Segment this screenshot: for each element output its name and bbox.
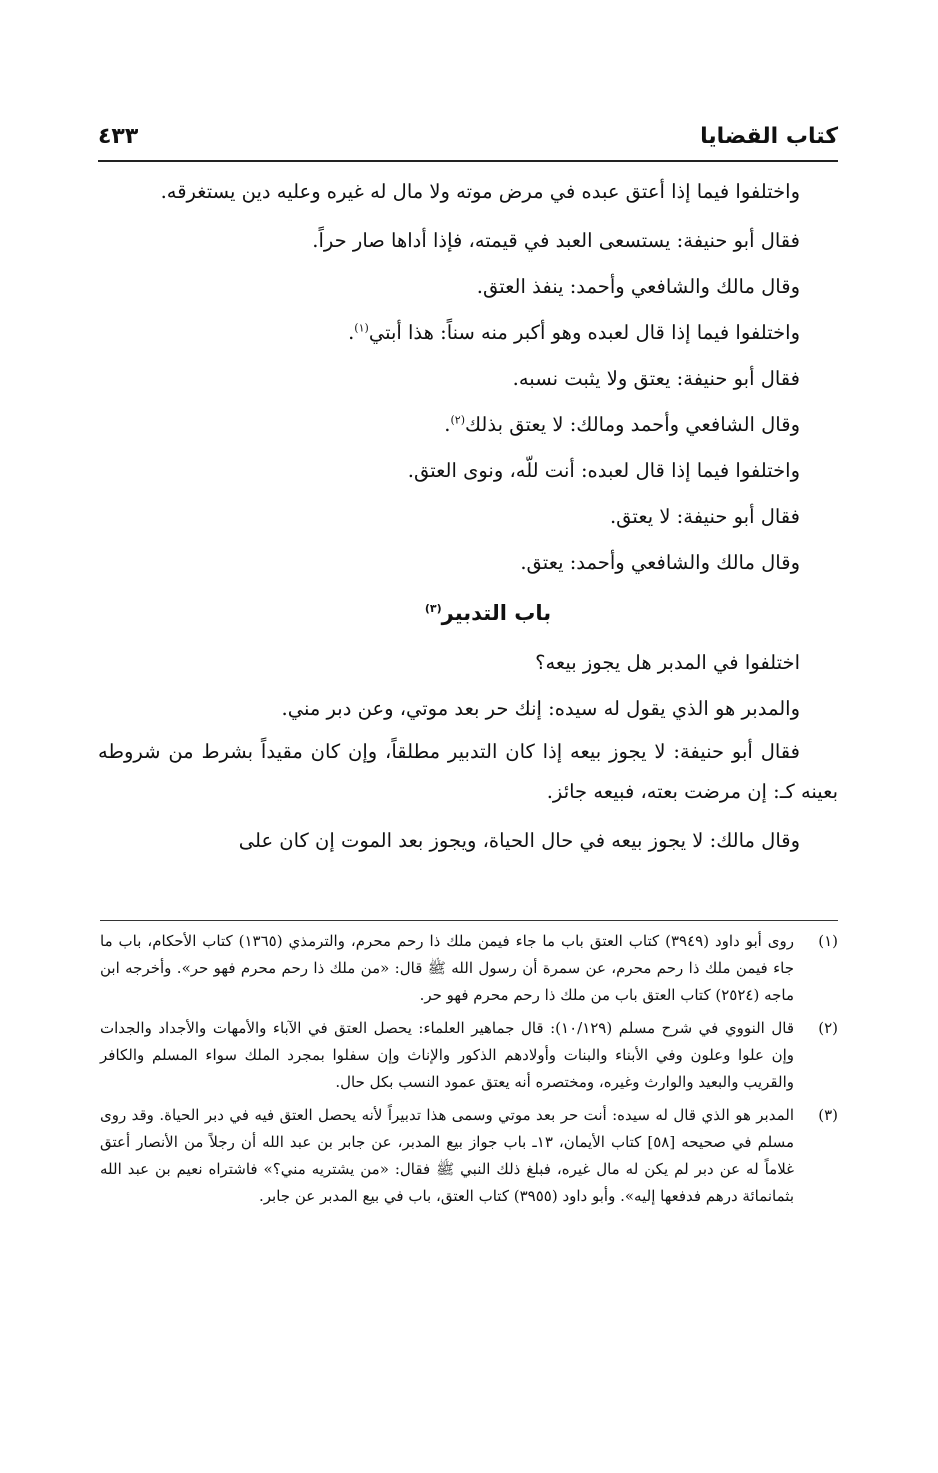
- paragraph-text: واختلفوا فيما إذا قال لعبده وهو أكبر منه سناً: هذا أبتي: [368, 321, 800, 344]
- footnote-text: روى أبو داود (٣٩٤٩) كتاب العتق باب ما جاء فيمن ملك ذا رحم محرم، والترمذي (١٣٦٥) كتاب الأحكام، باب ما جاء فيمن ملك ذا رحم محرم، عن سمرة أن رسول الله ﷺ قال: «من ملك ذا رحم محرم فهو حر». وأخرجه ابن ماجه (٢٥٢٤) كتاب العتق باب من ملك ذا رحم محرم فهو حر.: [100, 932, 794, 1004]
- footnote-text: المدبر هو الذي قال له سيده: أنت حر بعد موتي وسمى هذا تدبيراً لأنه يحصل العتق فيه في دبر الحياة. وقد روى مسلم في صحيحه [٥٨] كتاب الأيمان، ١٣ـ باب جواز بيع المدبر، عن جابر بن عبد الله أن رجلاً من الأنصار أعتق غلاماً له عن دبر لم يكن له مال غيره، فبلغ ذلك النبي ﷺ فقال: «من يشتريه مني؟» فاشتراه نعيم بن عبد الله بثمانمائة درهم فدفعها إليه». وأبو داود (٣٩٥٥) كتاب العتق، باب في بيع المدبر عن جابر.: [100, 1106, 794, 1205]
- paragraph: فقال أبو حنيفة: يعتق ولا يثبت نسبه.: [512, 367, 800, 390]
- paragraph: فقال أبو حنيفة: لا يعتق.: [609, 505, 800, 528]
- paragraph: اختلفوا في المدبر هل يجوز بيعه؟: [535, 651, 800, 674]
- header-rule: [98, 160, 838, 162]
- footnote-ref: (٢): [450, 413, 465, 427]
- footnote: [100, 1102, 838, 1210]
- paragraph: فقال أبو حنيفة: يستسعى العبد في قيمته، فإذا أداها صار حراً.: [312, 229, 800, 252]
- footnote-number: (٢): [818, 1019, 838, 1037]
- paragraph: [98, 310, 838, 356]
- section-heading-text: باب التدبير: [441, 601, 552, 625]
- paragraph-text: وقال الشافعي وأحمد ومالك: لا يعتق بذلك: [464, 413, 800, 436]
- paragraph: واختلفوا فيما إذا أعتق عبده في مرض موته ولا مال له غيره وعليه دين يستغرقه.: [160, 180, 800, 203]
- section-heading: [98, 586, 838, 640]
- paragraph: والمدبر هو الذي يقول له سيده: إنك حر بعد موتي، وعن دبر مني.: [281, 697, 800, 720]
- paragraph-end: .: [444, 413, 451, 436]
- paragraph: واختلفوا فيما إذا قال لعبده: أنت للّه، ونوى العتق.: [407, 459, 800, 482]
- footnote-number: (١): [818, 932, 838, 950]
- footnotes: [100, 928, 838, 1216]
- paragraph: وقال مالك والشافعي وأحمد: ينفذ العتق.: [476, 275, 800, 298]
- paragraph: [98, 402, 838, 448]
- paragraph: وقال مالك: لا يجوز بيعه في حال الحياة، ويجوز بعد الموت إن كان على: [238, 829, 800, 852]
- footnote-text: قال النووي في شرح مسلم (١٠/١٢٩): قال جماهير العلماء: يحصل العتق في الآباء والأمهات والأجداد والجدات وإن علوا وعلون وفي الأبناء والبنات وأولادهم الذكور والإناث وإن سفلوا بمجرد الملك سواء المسلم والكافر والقريب والبعيد والوارث وغيره، ومختصره أنه يعتق عمود النسب بكل حال.: [100, 1019, 794, 1091]
- page-header: [98, 120, 838, 160]
- footnote-ref: (١): [354, 321, 369, 335]
- page-number: ٤٣٣: [98, 124, 139, 149]
- running-title: كتاب القضايا: [700, 124, 838, 149]
- paragraph: فقال أبو حنيفة: لا يجوز بيعه إذا كان التدبير مطلقاً، وإن كان مقيداً بشرط من شروطه بعينه كـ: إن مرضت بعته، فبيعه جائز.: [98, 740, 838, 803]
- paragraph: وقال مالك والشافعي وأحمد: يعتق.: [520, 551, 800, 574]
- footnote: [100, 1015, 838, 1096]
- footnote-number: (٣): [818, 1106, 838, 1124]
- main-text: [98, 172, 838, 864]
- footnote-ref: (٣): [424, 602, 442, 615]
- footnote-separator: [100, 920, 838, 921]
- paragraph-end: .: [348, 321, 355, 344]
- footnote: [100, 928, 838, 1009]
